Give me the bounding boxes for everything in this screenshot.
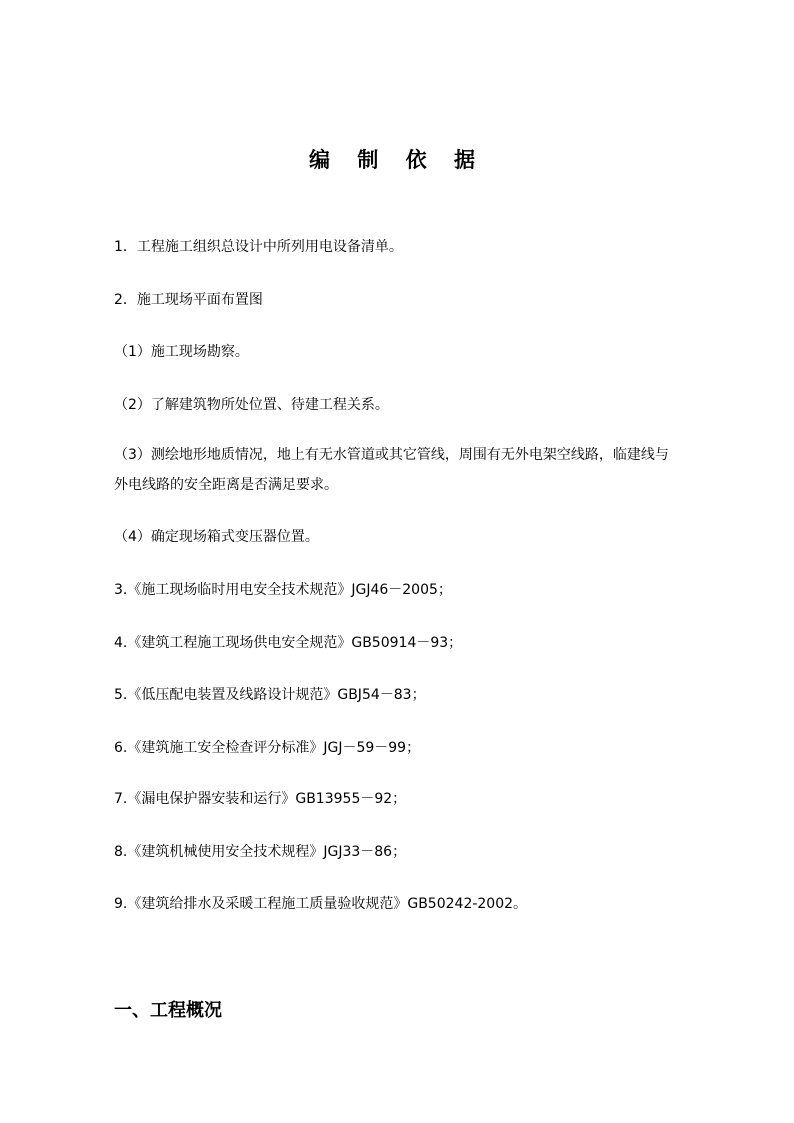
list-item: 9.《建筑给排水及采暖工程施工质量验收规范》GB50242-2002。: [114, 896, 528, 912]
list-item: 5.《低压配电装置及线路设计规范》GBJ54－83；: [114, 687, 426, 703]
list-item: 4.《建筑工程施工现场供电安全规范》GB50914－93；: [114, 635, 463, 651]
page-title: 编 制 依 据: [309, 147, 485, 172]
list-item: 1．工程施工组织总设计中所列用电设备清单。: [114, 239, 403, 255]
list-item: 2．施工现场平面布置图: [114, 292, 263, 308]
list-item: （2）了解建筑物所处位置、待建工程关系。: [114, 397, 389, 413]
section-heading: 一、工程概况: [114, 1000, 222, 1021]
list-item: （3）测绘地形地质情况，地上有无水管道或其它管线，周围有无外电架空线路，临建线与外电线路的安全距离是否满足要求。: [114, 447, 669, 493]
list-item: 6.《建筑施工安全检查评分标准》JGJ－59－99；: [114, 740, 421, 756]
list-item: （4）确定现场箱式变压器位置。: [114, 529, 319, 545]
list-item: 3.《施工现场临时用电安全技术规范》JGJ46－2005；: [114, 582, 452, 598]
list-item: 8.《建筑机械使用安全技术规程》JGJ33－86；: [114, 844, 407, 860]
list-item: （1）施工现场勘察。: [114, 344, 249, 360]
list-item: 7.《漏电保护器安装和运行》GB13955－92；: [114, 791, 407, 807]
